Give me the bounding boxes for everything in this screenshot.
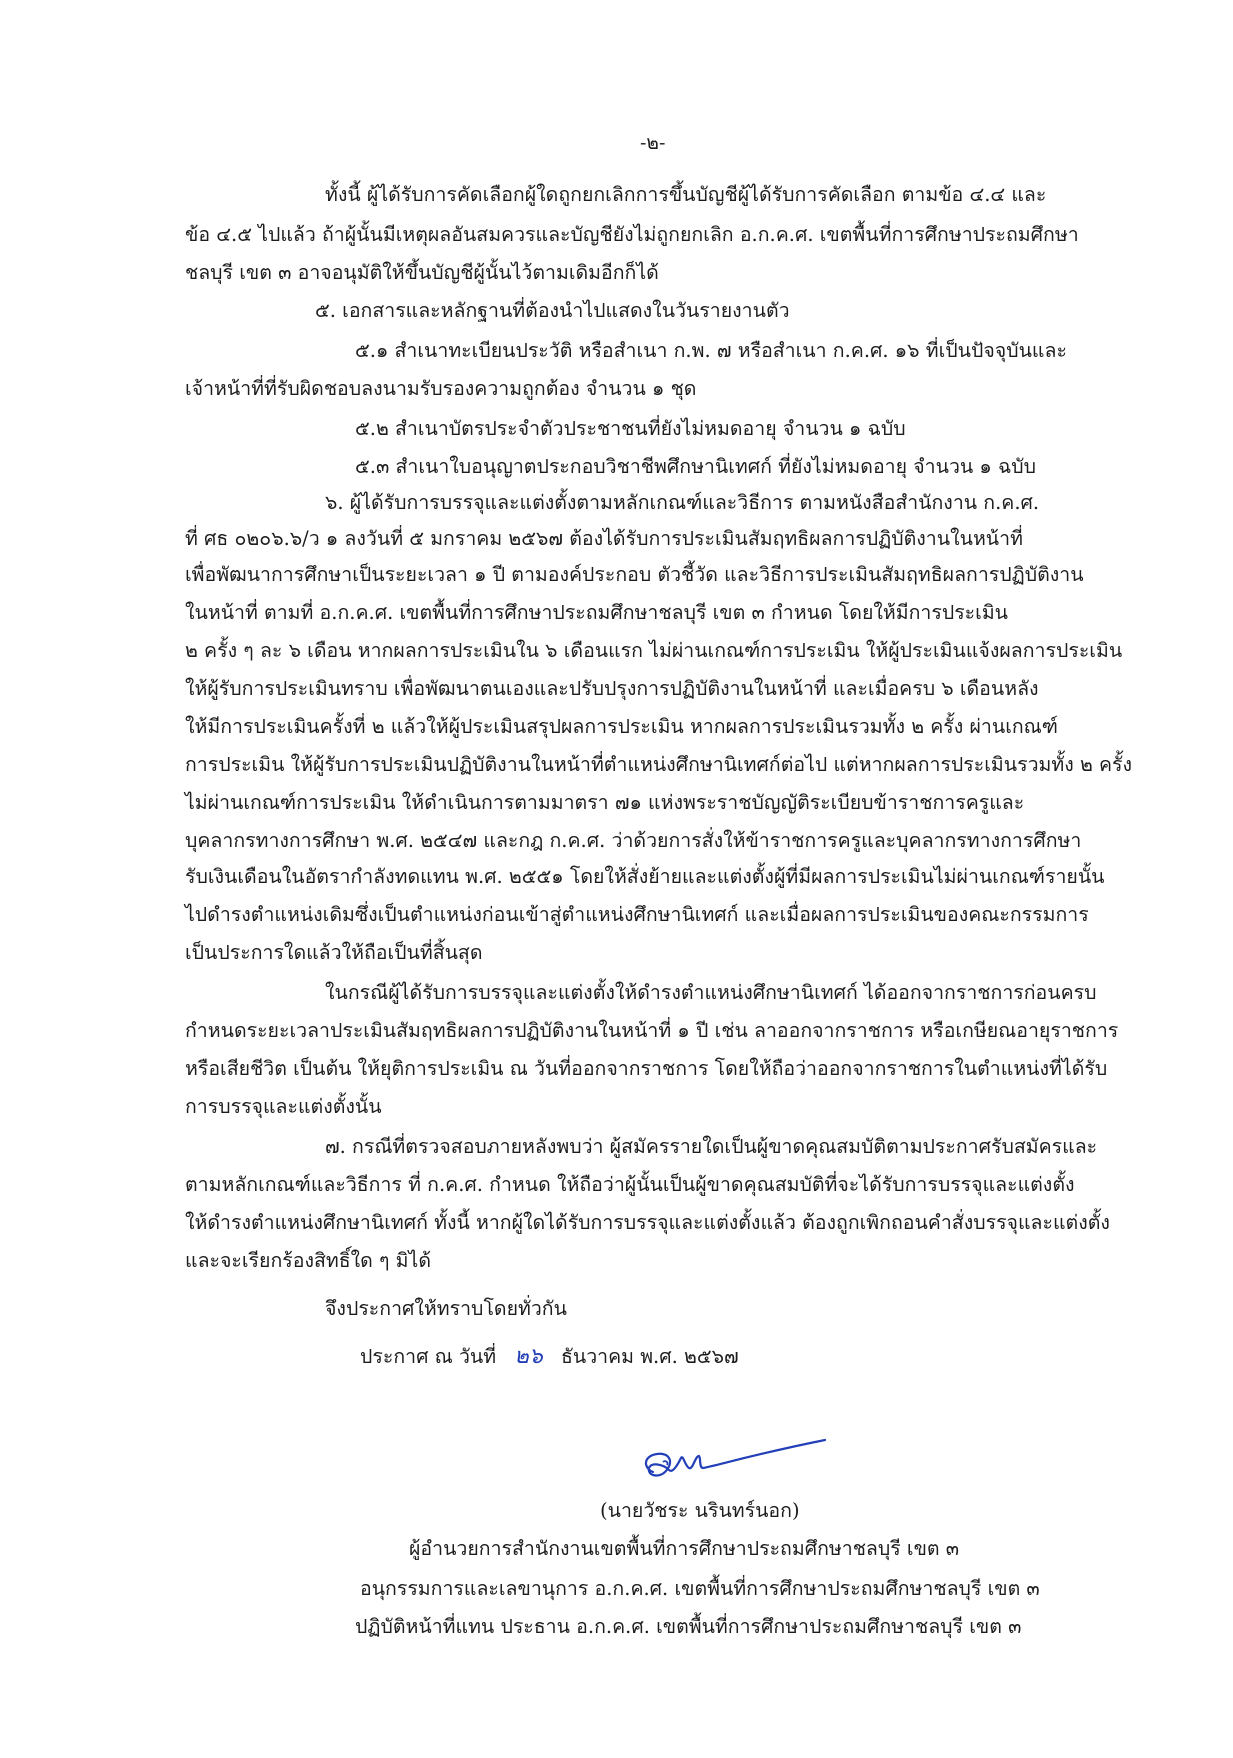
signatory-title: อนุกรรมการและเลขานุการ อ.ก.ค.ศ. เขตพื้นที่การศึกษาประถมศึกษาชลบุรี เขต ๓ xyxy=(360,1577,1040,1600)
closing-line: จึงประกาศให้ทราบโดยทั่วกัน xyxy=(325,1297,567,1320)
paragraph-line: ที่ ศธ ๐๒๐๖.๖/ว ๑ ลงวันที่ ๕ มกราคม ๒๕๖๗ ต้องได้รับการประเมินสัมฤทธิผลการปฏิบัติงานในหน้าที่ xyxy=(185,527,1023,550)
paragraph-line: ทั้งนี้ ผู้ได้รับการคัดเลือกผู้ใดถูกยกเลิกการขึ้นบัญชีผู้ได้รับการคัดเลือก ตามข้อ ๔.๔ และ xyxy=(325,183,1047,206)
paragraph-line: เป็นประการใดแล้วให้ถือเป็นที่สิ้นสุด xyxy=(185,941,483,964)
paragraph-line: ๕.๑ สำเนาทะเบียนประวัติ หรือสำเนา ก.พ. ๗ หรือสำเนา ก.ค.ศ. ๑๖ ที่เป็นปัจจุบันและ xyxy=(355,339,1067,362)
paragraph-line: หรือเสียชีวิต เป็นต้น ให้ยุติการประเมิน ณ วันที่ออกจากราชการ โดยให้ถือว่าออกจากราชการในตำแหน่งที่ได้รับ xyxy=(185,1057,1108,1080)
paragraph-line: ไปดำรงตำแหน่งเดิมซึ่งเป็นตำแหน่งก่อนเข้าสู่ตำแหน่งศึกษานิเทศก์ และเมื่อผลการประเมินของคณะกรรมการ xyxy=(185,903,1089,926)
paragraph-line: รับเงินเดือนในอัตรากำลังทดแทน พ.ศ. ๒๕๕๑ โดยให้สั่งย้ายและแต่งตั้งผู้ที่มีผลการประเมินไม่ผ่านเกณฑ์รายนั้น xyxy=(185,865,1105,888)
paragraph-line: เจ้าหน้าที่ที่รับผิดชอบลงนามรับรองความถูกต้อง จำนวน ๑ ชุด xyxy=(185,377,697,400)
paragraph-line: ตามหลักเกณฑ์และวิธีการ ที่ ก.ค.ศ. กำหนด ให้ถือว่าผู้นั้นเป็นผู้ขาดคุณสมบัติที่จะได้รับการบรรจุและแต่งตั้ง xyxy=(185,1173,1075,1196)
paragraph-line: กำหนดระยะเวลาประเมินสัมฤทธิผลการปฏิบัติงานในหน้าที่ ๑ ปี เช่น ลาออกจากราชการ หรือเกษียณอายุราชการ xyxy=(185,1019,1119,1042)
paragraph-line: ๕.๓ สำเนาใบอนุญาตประกอบวิชาชีพศึกษานิเทศก์ ที่ยังไม่หมดอายุ จำนวน ๑ ฉบับ xyxy=(355,455,1037,478)
section-heading: ๕. เอกสารและหลักฐานที่ต้องนำไปแสดงในวันรายงานตัว xyxy=(315,299,790,322)
signature-mark xyxy=(635,1432,835,1502)
paragraph-line: และจะเรียกร้องสิทธิ์ใด ๆ มิได้ xyxy=(185,1249,432,1272)
paragraph-line: ให้มีการประเมินครั้งที่ ๒ แล้วให้ผู้ประเมินสรุปผลการประเมิน หากผลการประเมินรวมทั้ง ๒ ครั้ง ผ่านเกณฑ์ xyxy=(185,715,1058,738)
paragraph-line: ในหน้าที่ ตามที่ อ.ก.ค.ศ. เขตพื้นที่การศึกษาประถมศึกษาชลบุรี เขต ๓ กำหนด โดยให้มีการประเมิน xyxy=(185,601,1008,624)
date-suffix: ธันวาคม พ.ศ. ๒๕๖๗ xyxy=(560,1345,739,1368)
paragraph-line: ๗. กรณีที่ตรวจสอบภายหลังพบว่า ผู้สมัครรายใดเป็นผู้ขาดคุณสมบัติตามประกาศรับสมัครและ xyxy=(325,1135,1098,1158)
paragraph-line: การประเมิน ให้ผู้รับการประเมินปฏิบัติงานในหน้าที่ตำแหน่งศึกษานิเทศก์ต่อไป แต่หากผลการประเมินรวมทั้ง ๒ ครั้ง xyxy=(185,753,1133,776)
paragraph-line: ไม่ผ่านเกณฑ์การประเมิน ให้ดำเนินการตามมาตรา ๗๑ แห่งพระราชบัญญัติระเบียบข้าราชการครูและ xyxy=(185,791,1025,814)
paragraph-line: บุคลากรทางการศึกษา พ.ศ. ๒๕๔๗ และกฎ ก.ค.ศ. ว่าด้วยการสั่งให้ข้าราชการครูและบุคลากรทางการศึกษา xyxy=(185,829,1082,852)
paragraph-line: ให้ดำรงตำแหน่งศึกษานิเทศก์ ทั้งนี้ หากผู้ใดได้รับการบรรจุและแต่งตั้งแล้ว ต้องถูกเพิกถอนคำสั่งบรรจุและแต่งตั้ง xyxy=(185,1211,1110,1234)
paragraph-line: ชลบุรี เขต ๓ อาจอนุมัติให้ขึ้นบัญชีผู้นั้นไว้ตามเดิมอีกก็ได้ xyxy=(185,261,659,284)
paragraph-line: ๒ ครั้ง ๆ ละ ๖ เดือน หากผลการประเมินใน ๖ เดือนแรก ไม่ผ่านเกณฑ์การประเมิน ให้ผู้ประเมินแจ้งผลการประเมิน xyxy=(185,639,1123,662)
signatory-title: ผู้อำนวยการสำนักงานเขตพื้นที่การศึกษาประถมศึกษาชลบุรี เขต ๓ xyxy=(409,1537,960,1560)
paragraph-line: การบรรจุและแต่งตั้งนั้น xyxy=(185,1095,382,1118)
paragraph-line: ข้อ ๔.๕ ไปแล้ว ถ้าผู้นั้นมีเหตุผลอันสมควรและบัญชียังไม่ถูกยกเลิก อ.ก.ค.ศ. เขตพื้นที่การศึกษาประถมศึกษา xyxy=(185,223,1079,246)
date-prefix: ประกาศ ณ วันที่ xyxy=(360,1345,497,1368)
paragraph-line: ให้ผู้รับการประเมินทราบ เพื่อพัฒนาตนเองและปรับปรุงการปฏิบัติงานในหน้าที่ และเมื่อครบ ๖ เดือนหลัง xyxy=(185,677,1039,700)
signatory-name: (นายวัชระ นรินทร์นอก) xyxy=(600,1499,800,1522)
paragraph-line: ๕.๒ สำเนาบัตรประจำตัวประชาชนที่ยังไม่หมดอายุ จำนวน ๑ ฉบับ xyxy=(355,417,906,440)
handwritten-day: ๒๖ xyxy=(514,1344,543,1369)
page-number: -๒- xyxy=(640,132,666,154)
signatory-title: ปฏิบัติหน้าที่แทน ประธาน อ.ก.ค.ศ. เขตพื้นที่การศึกษาประถมศึกษาชลบุรี เขต ๓ xyxy=(355,1615,1022,1638)
date-line xyxy=(360,1342,739,1372)
paragraph-line: เพื่อพัฒนาการศึกษาเป็นระยะเวลา ๑ ปี ตามองค์ประกอบ ตัวชี้วัด และวิธีการประเมินสัมฤทธิผลการปฏิบัติงาน xyxy=(185,563,1084,586)
paragraph-line: ๖. ผู้ได้รับการบรรจุและแต่งตั้งตามหลักเกณฑ์และวิธีการ ตามหนังสือสำนักงาน ก.ค.ศ. xyxy=(325,491,1040,514)
paragraph-line: ในกรณีผู้ได้รับการบรรจุและแต่งตั้งให้ดำรงตำแหน่งศึกษานิเทศก์ ได้ออกจากราชการก่อนครบ xyxy=(325,981,1097,1004)
